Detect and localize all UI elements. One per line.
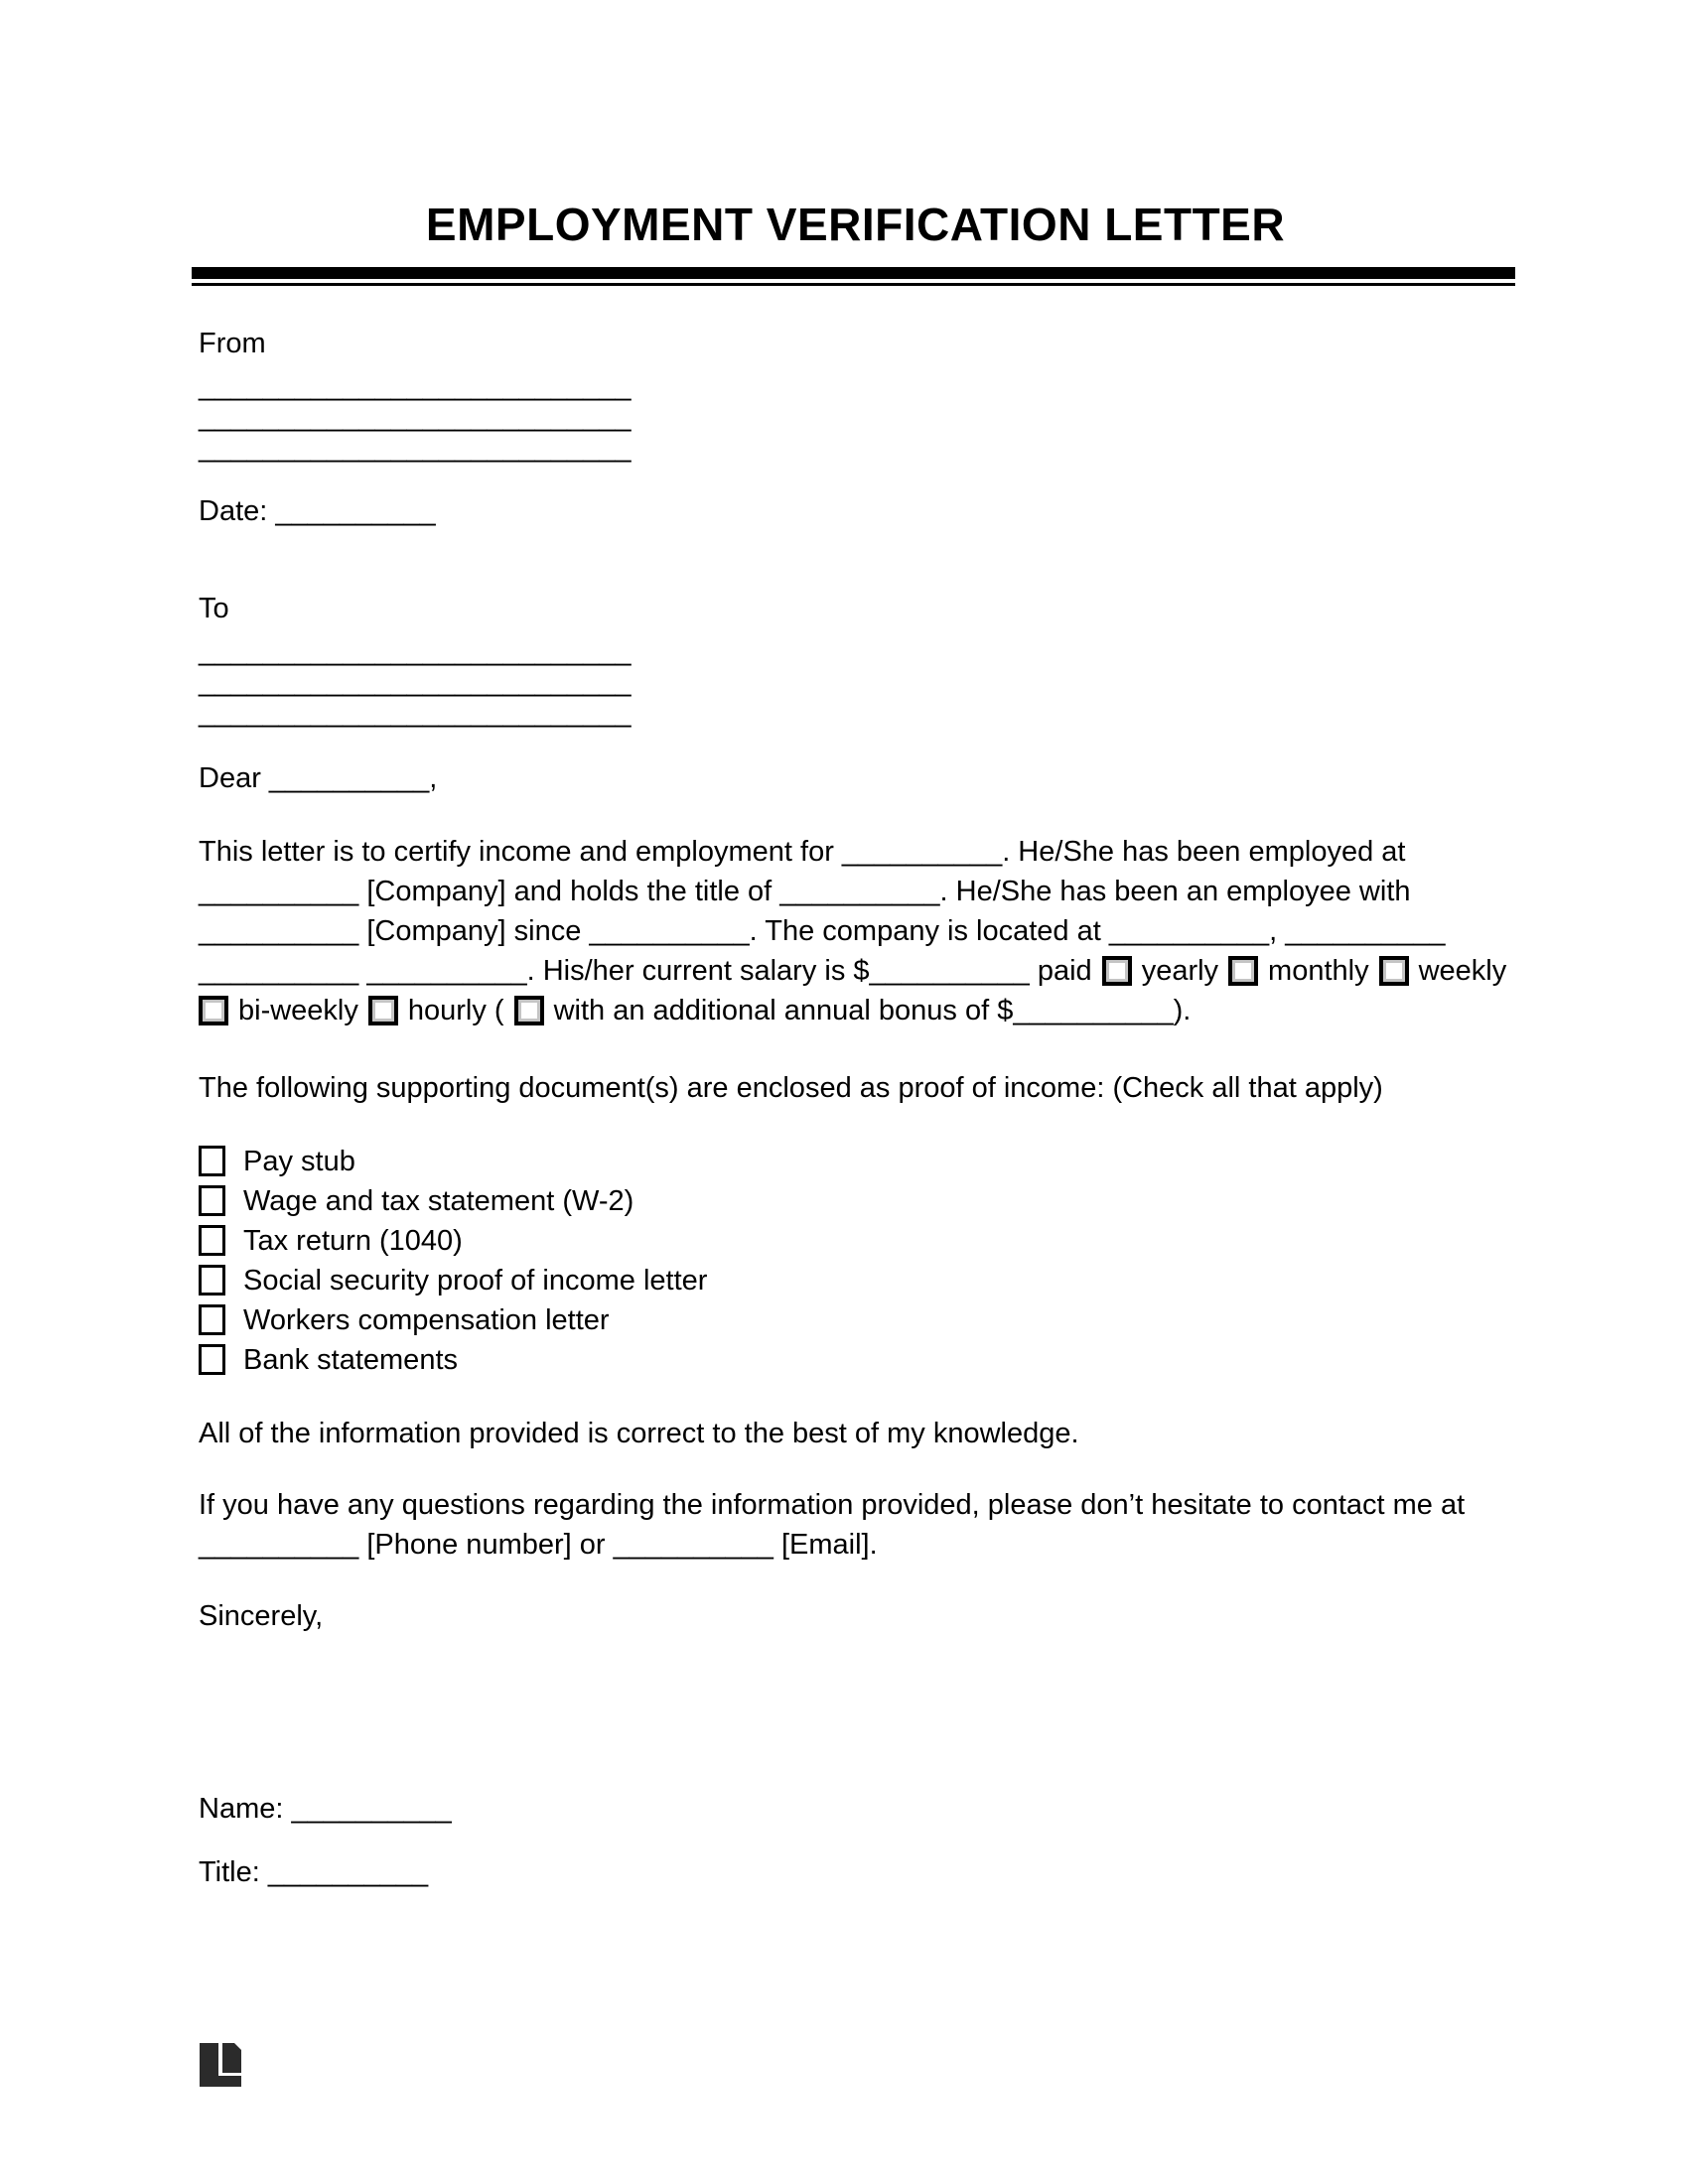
legaltemplates-logo xyxy=(200,2043,241,2087)
checklist-label: Bank statements xyxy=(243,1344,458,1376)
checkbox-weekly[interactable] xyxy=(1379,956,1409,986)
checklist-label: Social security proof of income letter xyxy=(243,1265,708,1297)
label-yearly: yearly xyxy=(1141,955,1219,987)
checkbox-monthly[interactable] xyxy=(1228,956,1258,986)
paragraph-line: __________ [Company] since __________. The company is located at __________, __________ xyxy=(199,915,1446,947)
bonus-text: with an additional annual bonus of $__________). xyxy=(553,995,1192,1026)
checkbox-yearly[interactable] xyxy=(1102,956,1132,986)
from-blank-line: ___________________________ xyxy=(199,370,632,402)
name-line: Name: __________ xyxy=(199,1793,452,1825)
documents-checklist xyxy=(199,1142,1512,1380)
contact-line: __________ [Phone number] or __________ [Email]. xyxy=(199,1529,878,1561)
checklist-item xyxy=(199,1340,1512,1380)
checkbox-social-security[interactable] xyxy=(199,1265,225,1296)
title-line: Title: __________ xyxy=(199,1856,429,1888)
paragraph-line: This letter is to certify income and employment for __________. He/She has been employed at xyxy=(199,836,1406,868)
checkbox-biweekly[interactable] xyxy=(199,996,228,1025)
page-title: EMPLOYMENT VERIFICATION LETTER xyxy=(425,199,1286,250)
closing-line: Sincerely, xyxy=(199,1600,324,1632)
checklist-item xyxy=(199,1261,1512,1300)
from-blank-line: ___________________________ xyxy=(199,401,632,433)
from-label: From xyxy=(199,328,266,359)
paragraph-line xyxy=(199,991,1512,1030)
salary-text: __________ __________. His/her current salary is $__________ paid xyxy=(199,955,1092,987)
checkbox-tax-return[interactable] xyxy=(199,1225,225,1256)
checklist-item xyxy=(199,1221,1512,1261)
label-biweekly: bi-weekly xyxy=(238,995,358,1026)
logo-page-shape xyxy=(222,2043,241,2073)
title-rule xyxy=(192,267,1515,286)
checklist-item xyxy=(199,1300,1512,1340)
checkbox-hourly[interactable] xyxy=(368,996,398,1025)
checkbox-bonus[interactable] xyxy=(514,996,544,1025)
to-address-lines xyxy=(199,636,1512,729)
checklist-item xyxy=(199,1181,1512,1221)
from-address-lines xyxy=(199,371,1512,464)
checkbox-pay-stub[interactable] xyxy=(199,1146,225,1176)
to-blank-line: ___________________________ xyxy=(199,635,632,667)
checklist-label: Tax return (1040) xyxy=(243,1225,463,1257)
label-weekly: weekly xyxy=(1418,955,1507,987)
checklist-label: Wage and tax statement (W-2) xyxy=(243,1185,634,1217)
to-blank-line: ___________________________ xyxy=(199,666,632,698)
documents-intro: The following supporting document(s) are enclosed as proof of income: (Check all that apply) xyxy=(199,1072,1383,1104)
paragraph-line: __________ [Company] and holds the title of __________. He/She has been an employee with xyxy=(199,876,1411,907)
statement-line: All of the information provided is correct to the best of my knowledge. xyxy=(199,1418,1079,1449)
checkbox-bank-statements[interactable] xyxy=(199,1344,225,1375)
label-hourly: hourly ( xyxy=(407,995,504,1026)
contact-paragraph xyxy=(199,1485,1512,1565)
label-monthly: monthly xyxy=(1268,955,1369,987)
checklist-item xyxy=(199,1142,1512,1181)
paragraph-line xyxy=(199,951,1512,991)
checklist-label: Pay stub xyxy=(243,1146,355,1177)
contact-line: If you have any questions regarding the information provided, please don’t hesitate to contact me at xyxy=(199,1489,1466,1521)
salutation-line: Dear __________, xyxy=(199,762,438,794)
checkbox-w2[interactable] xyxy=(199,1185,225,1216)
body-paragraph xyxy=(199,832,1512,1030)
to-blank-line: ___________________________ xyxy=(199,697,632,729)
to-label: To xyxy=(199,593,229,624)
date-line: Date: __________ xyxy=(199,495,436,527)
checklist-label: Workers compensation letter xyxy=(243,1304,610,1336)
checkbox-workers-comp[interactable] xyxy=(199,1304,225,1335)
from-blank-line: ___________________________ xyxy=(199,432,632,464)
